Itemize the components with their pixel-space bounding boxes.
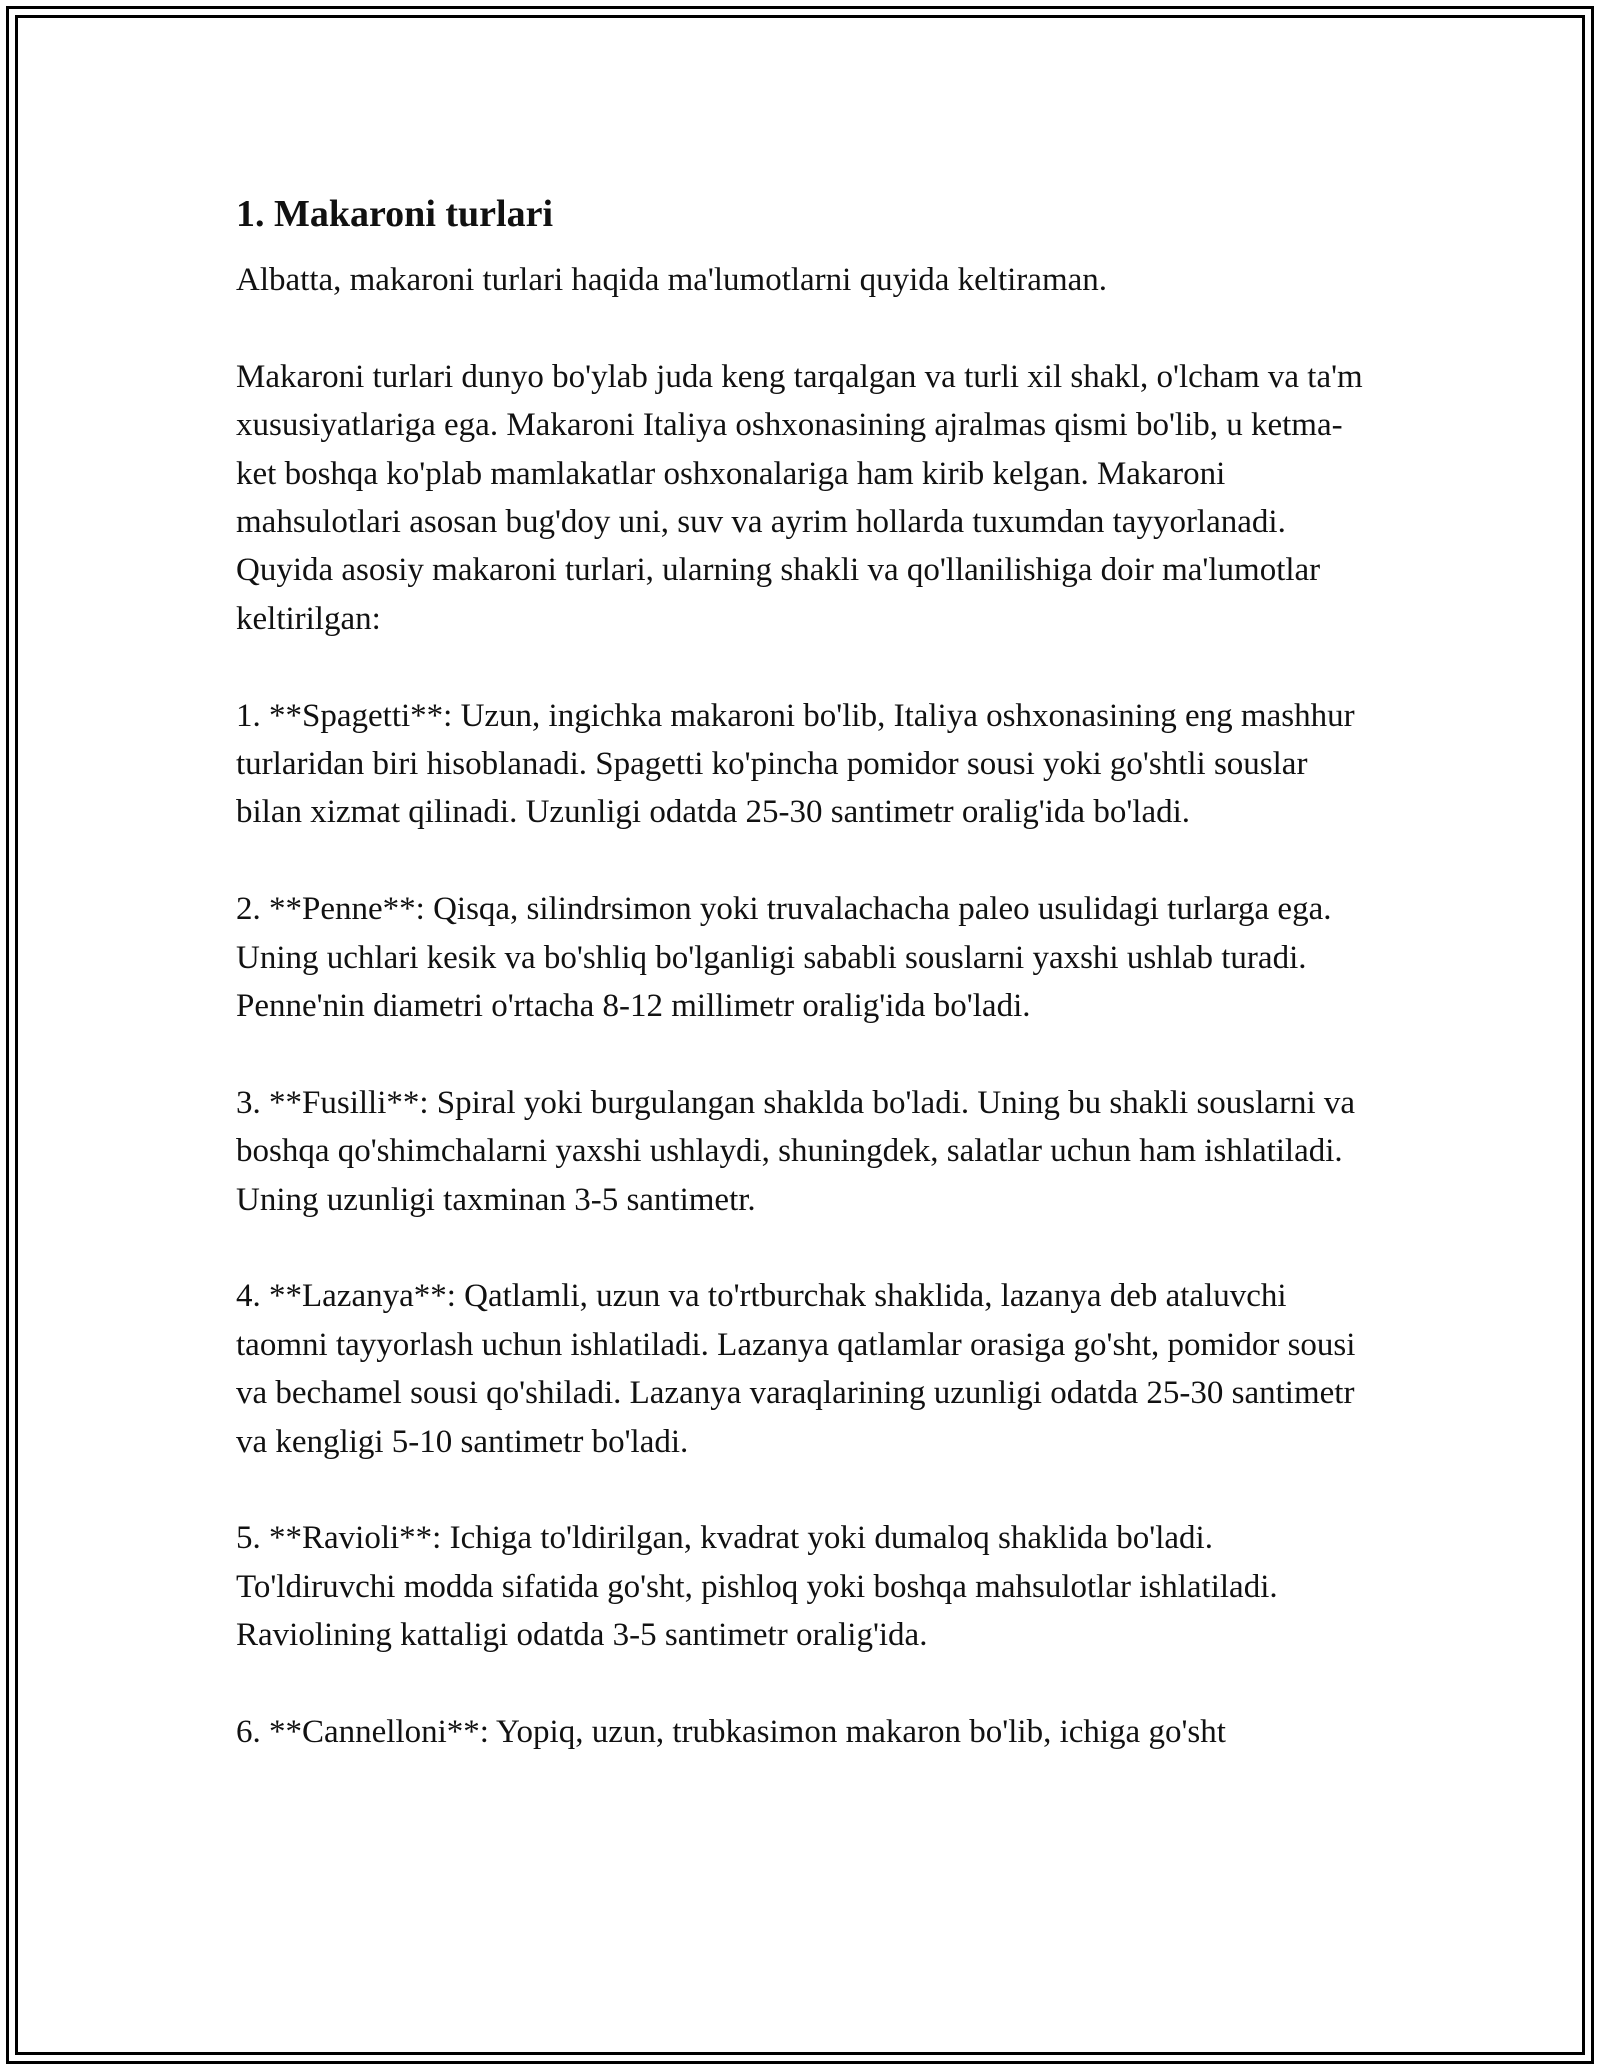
list-item-penne: 2. **Penne**: Qisqa, silindrsimon yoki truvalachacha paleo usulidagi turlarga ega. Uning uchlari kesik va bo'shliq bo'lganligi sababli souslarni yaxshi ushlab turadi. Penne'nin diametri o'rtacha 8-12 millimetr oralig'ida bo'ladi.	[236, 891, 1332, 1025]
document-body	[236, 186, 1366, 1756]
intro-paragraph: Albatta, makaroni turlari haqida ma'lumotlarni quyida keltiraman.	[236, 262, 1108, 298]
list-item-cannelloni: 6. **Cannelloni**: Yopiq, uzun, trubkasimon makaron bo'lib, ichiga go'sht	[236, 1714, 1226, 1751]
list-item-lazanya: 4. **Lazanya**: Qatlamli, uzun va to'rtburchak shaklida, lazanya deb ataluvchi taomni tayyorlash uchun ishlatiladi. Lazanya qatlamlar orasiga go'sht, pomidor sousi va bechamel sousi qo'shiladi. Lazanya varaqlarining uzunligi odatda 25-30 santimetr va kengligi 5-10 santimetr bo'ladi.	[236, 1278, 1356, 1460]
section-heading: 1. Makaroni turlari	[236, 193, 554, 235]
overview-paragraph: Makaroni turlari dunyo bo'ylab juda keng tarqalgan va turli xil shakl, o'lcham va ta'm xususiyatlariga ega. Makaroni Italiya oshxonasining ajralmas qismi bo'lib, u ketma-ket boshqa ko'plab mamlakatlar oshxonalariga ham kirib kelgan. Makaroni mahsulotlari asosan bug'doy uni, suv va ayrim hollarda tuxumdan tayyorlanadi. Quyida asosiy makaroni turlari, ularning shakli va qo'llanilishiga doir ma'lumotlar keltirilgan:	[236, 358, 1363, 637]
list-item-spagetti: 1. **Spagetti**: Uzun, ingichka makaroni bo'lib, Italiya oshxonasining eng mashhur turlaridan biri hisoblanadi. Spagetti ko'pincha pomidor sousi yoki go'shtli souslar bilan xizmat qilinadi. Uzunligi odatda 25-30 santimetr oralig'ida bo'ladi.	[236, 697, 1355, 831]
list-item-fusilli: 3. **Fusilli**: Spiral yoki burgulangan shaklda bo'ladi. Uning bu shakli souslarni va boshqa qo'shimchalarni yaxshi ushlaydi, shuningdek, salatlar uchun ham ishlatiladi. Uning uzunligi taxminan 3-5 santimetr.	[236, 1084, 1356, 1218]
list-item-ravioli: 5. **Ravioli**: Ichiga to'ldirilgan, kvadrat yoki dumaloq shaklida bo'ladi. To'ldiruvchi modda sifatida go'sht, pishloq yoki boshqa mahsulotlar ishlatiladi. Raviolining kattaligi odatda 3-5 santimetr oralig'ida.	[236, 1520, 1278, 1654]
